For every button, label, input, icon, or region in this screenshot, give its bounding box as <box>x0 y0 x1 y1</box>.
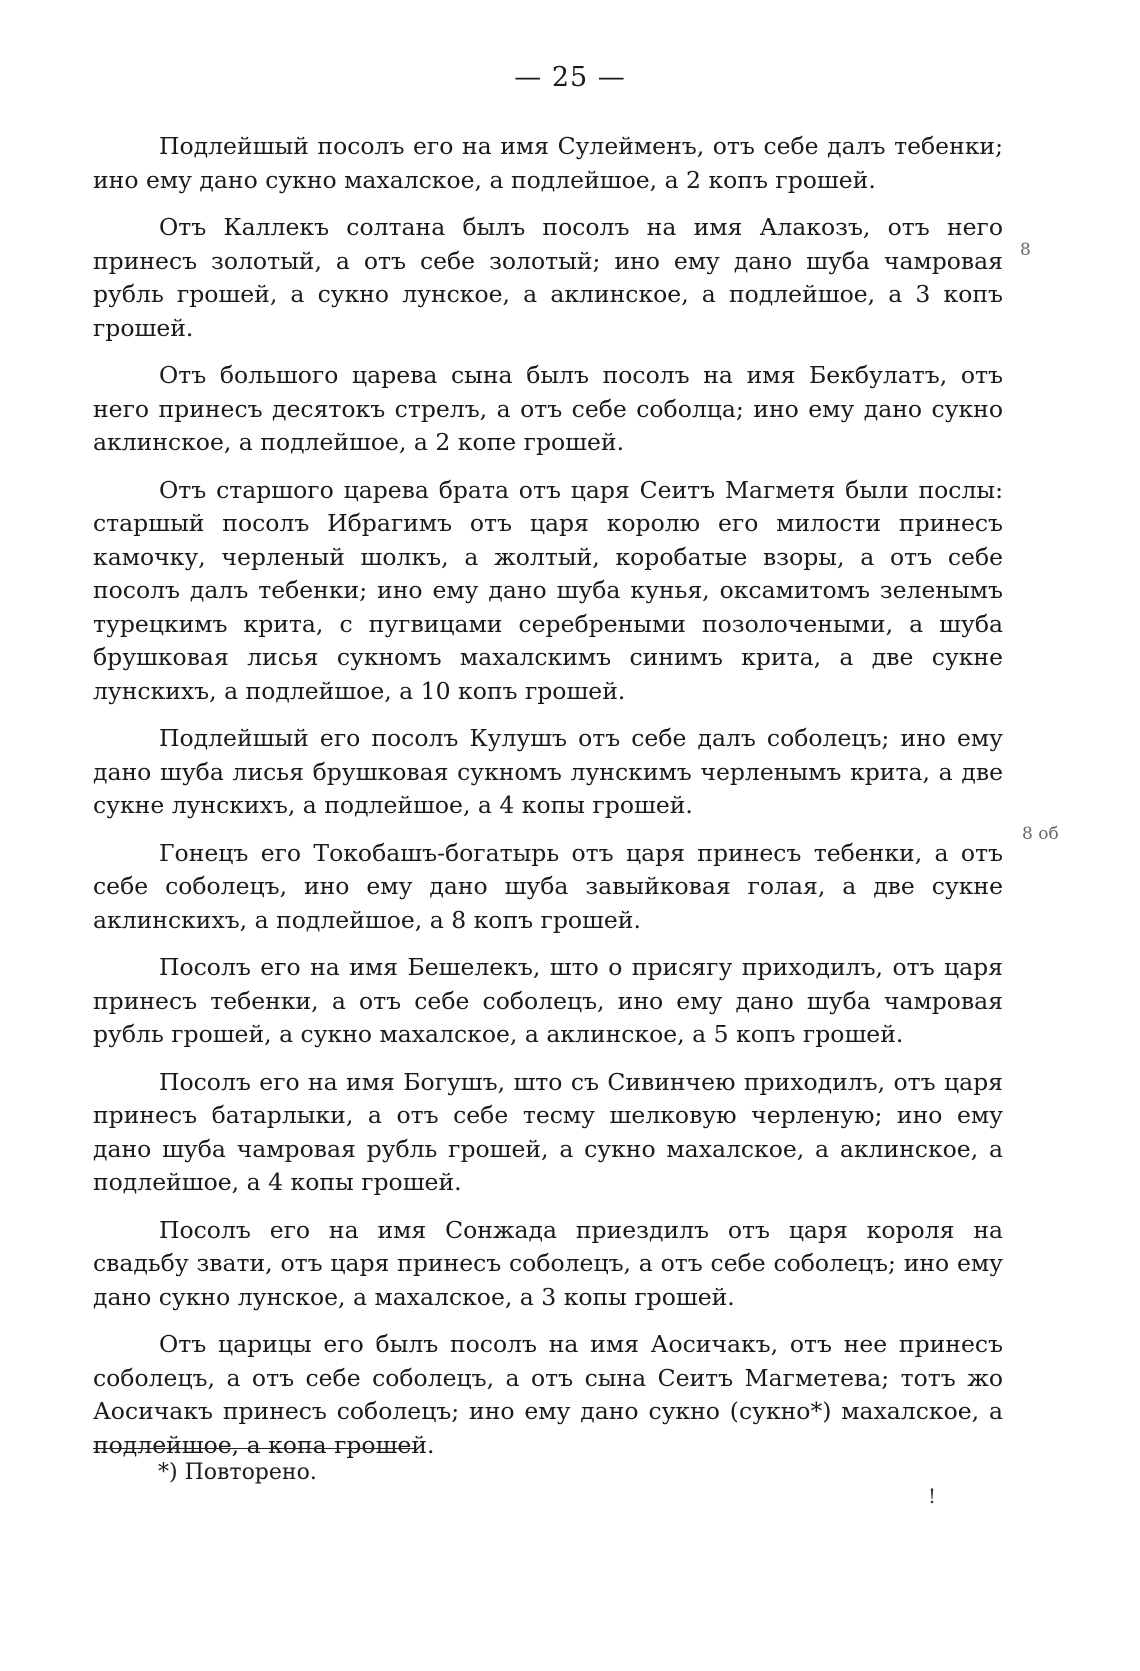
stray-print-mark: ! <box>928 1484 937 1508</box>
paragraph-8: Посолъ его на имя Богушъ, што съ Сивинчею приходилъ, отъ царя принесъ батарлыки, а отъ себе тесму шелковую черленую; ино ему дано шуба чамровая рубль грошей, а сукно махалское, а аклинское, а подлейшое, а 4 копы грошей. <box>93 1067 1003 1196</box>
paragraph-3: Отъ большого царева сына былъ посолъ на имя Бекбулатъ, отъ него принесъ десятокъ стрелъ, а отъ себе соболца; ино ему дано сукно аклинское, а подлейшое, а 2 копе грошей. <box>93 361 1003 456</box>
margin-note-folio-8-verso: 8 об <box>1022 824 1059 844</box>
paragraph-10: Отъ царицы его былъ посолъ на имя Аосичакъ, отъ нее принесъ соболецъ, а отъ себе соболецъ, а отъ сына Сеитъ Магметева; тотъ жо Аосичакъ принесъ соболецъ; ино ему дано сукно (сукно*) махалское, а подлейшое, а копа грошей. <box>93 1330 1003 1459</box>
page-number: — 25 — <box>514 62 626 93</box>
paragraph-1: Подлейшый посолъ его на имя Сулейменъ, отъ себе далъ тебенки; ино ему дано сукно махалское, а подлейшое, а 2 копъ грошей. <box>93 132 1003 194</box>
paragraph-6: Гонецъ его Токобашъ-богатырь отъ царя принесъ тебенки, а отъ себе соболецъ, ино ему дано шуба завыйковая голая, а две сукне аклинскихъ, а подлейшое, а 8 копъ грошей. <box>93 838 1003 934</box>
body-text <box>93 130 1003 1476</box>
paragraph-7: Посолъ его на имя Бешелекъ, што о присягу приходилъ, отъ царя принесъ тебенки, а отъ себе соболецъ, ино ему дано шуба чамровая рубль грошей, а сукно махалское, а аклинское, а 5 копъ грошей. <box>93 953 1003 1048</box>
paragraph-5: Подлейшый его посолъ Кулушъ отъ себе далъ соболецъ; ино ему дано шуба лисья брушковая сукномъ лунскимъ черленымъ крита, а две сукне лунскихъ, а подлейшое, а 4 копы грошей. <box>93 724 1003 819</box>
footnote: *) Повторено. <box>158 1460 317 1485</box>
paragraph-2: Отъ Каллекъ солтана былъ посолъ на имя Алакозъ, отъ него принесъ золотый, а отъ себе золотый; ино ему дано шуба чамровая рубль грошей, а сукно лунское, а аклинское, а подлейшое, а 3 копъ грошей. <box>93 213 1003 342</box>
margin-note-folio-8: 8 <box>1020 240 1031 260</box>
paragraph-9: Посолъ его на имя Сонжада приездилъ отъ царя короля на свадьбу звати, отъ царя принесъ соболецъ, а отъ себе соболецъ; ино ему дано сукно лунское, а махалское, а 3 копы грошей. <box>93 1215 1003 1311</box>
paragraph-4: Отъ старшого царева брата отъ царя Сеитъ Магметя были послы: старшый посолъ Ибрагимъ отъ царя королю его милости принесъ камочку, черленый шолкъ, а жолтый, коробатые взоры, а отъ себе посолъ далъ тебенки; ино ему дано шуба кунья, оксамитомъ зеленымъ турецкимъ крита, с пугвицами серебреными позолочеными, а шуба брушковая лисья сукномъ махалскимъ синимъ крита, а две сукне лунскихъ, а подлейшое, а 10 копъ грошей. <box>93 475 1003 705</box>
footnote-divider <box>93 1448 415 1449</box>
